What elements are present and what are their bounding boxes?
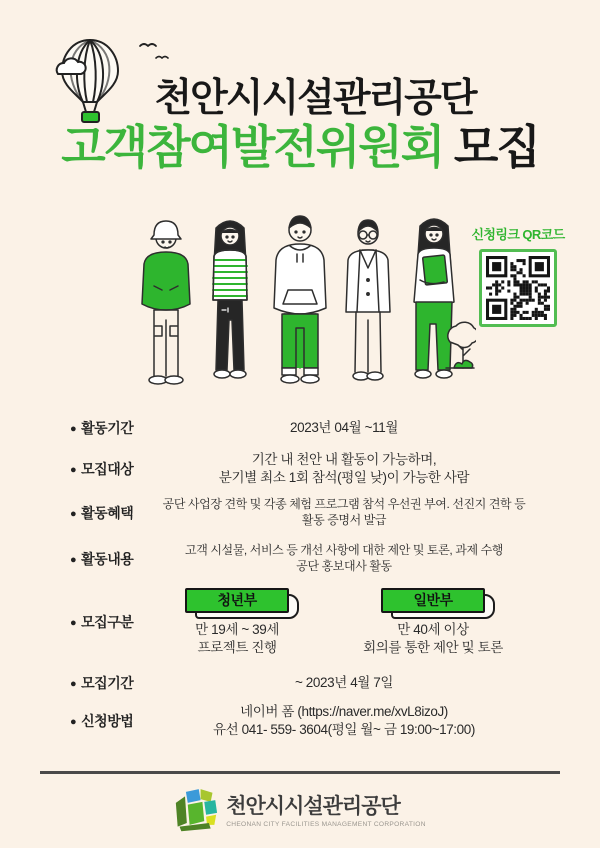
footer-logo — [0, 788, 600, 836]
row-target — [0, 451, 600, 487]
row-recruit-period — [0, 673, 600, 693]
bullet-icon: ● — [70, 715, 77, 728]
apply-phone-line: 유선 041- 559- 3604(평일 월~ 금 19:00~17:00) — [213, 721, 475, 737]
label-activity-period: ● 활동기간 — [70, 419, 134, 436]
title-committee-highlight: 고객참여발전위원회 — [61, 120, 444, 173]
target-line: 기간 내 천안 내 활동이 가능하며, — [251, 451, 437, 467]
row-activity-period — [0, 418, 600, 438]
label-apply-method: ● 신청방법 — [70, 712, 134, 729]
general-line: 만 40세 이상 — [397, 621, 469, 637]
person-suit-glasses — [346, 220, 390, 380]
contents-line: 고객 시설물, 서비스 등 개선 사항에 대한 제안 및 토론, 과제 수행 — [185, 543, 503, 558]
row-categories — [0, 588, 600, 657]
general-badge — [381, 588, 485, 613]
bullet-icon: ● — [70, 422, 77, 435]
value-apply-method — [158, 703, 530, 739]
bullet-icon: ● — [70, 617, 77, 630]
label-contents: ● 활동내용 — [70, 550, 134, 567]
contents-line: 공단 홍보대사 활동 — [296, 558, 392, 573]
bullet-icon: ● — [70, 678, 77, 691]
value-categories — [158, 588, 530, 657]
target-line: 분기별 최소 1회 참석(평일 낮)이 가능한 사람 — [218, 469, 470, 485]
row-contents — [0, 543, 600, 575]
youth-badge — [185, 588, 289, 613]
corporation-logo-text — [226, 796, 426, 827]
value-benefits — [158, 497, 530, 529]
value-contents — [158, 543, 530, 575]
label-recruit-period: ● 모집기간 — [70, 675, 134, 692]
label-benefits: ● 활동혜택 — [70, 505, 134, 522]
people-illustration — [124, 208, 476, 396]
title-main — [0, 121, 600, 174]
qr-code — [479, 249, 557, 327]
label-categories: ● 모집구분 — [70, 614, 134, 631]
youth-badge-label: 청년부 — [185, 588, 289, 613]
general-line: 회의를 통한 제안 및 토론 — [363, 639, 503, 655]
row-benefits — [0, 497, 600, 529]
label-target: ● 모집대상 — [70, 460, 134, 477]
corporation-name-english: CHEONAN CITY FACILITIES MANAGEMENT CORPORATION — [226, 820, 426, 828]
bullet-icon: ● — [70, 553, 77, 566]
youth-description — [185, 621, 289, 657]
youth-line: 프로젝트 진행 — [197, 639, 277, 655]
poster-header — [0, 0, 600, 174]
five-people-icon — [124, 208, 476, 396]
bullet-icon: ● — [70, 508, 77, 521]
value-recruit-period — [158, 674, 530, 692]
bullet-icon: ● — [70, 463, 77, 476]
youth-line: 만 19세 ~ 39세 — [195, 621, 280, 637]
qr-block — [458, 224, 578, 327]
corporation-logo-icon — [174, 788, 218, 836]
title-recruit-word: 모집 — [443, 120, 539, 173]
category-youth — [185, 588, 289, 657]
activity-period-line: 2023년 04월 ~11월 — [290, 419, 398, 435]
value-activity-period — [158, 419, 530, 437]
benefits-line: 공단 사업장 견학 및 각종 체험 프로그램 참석 우선권 부여. 선진지 견학 등 — [162, 497, 526, 512]
footer-divider — [40, 771, 560, 774]
category-general — [363, 588, 503, 657]
title-organization: 천안시시설관리공단 — [154, 77, 476, 120]
apply-naver-form-line: 네이버 폼 (https://naver.me/xvL8izoJ) — [240, 704, 448, 720]
person-hoodie — [274, 216, 326, 383]
qr-caption: 신청링크 QR코드 — [471, 227, 565, 242]
general-description — [363, 621, 503, 657]
value-target — [158, 451, 530, 487]
person-striped-shirt — [213, 221, 247, 378]
qr-code-icon — [486, 256, 550, 320]
corporation-name-korean: 천안시시설관리공단 — [226, 795, 400, 819]
row-apply-method — [0, 703, 600, 739]
benefits-line: 활동 증명서 발급 — [301, 513, 387, 528]
person-book-holder — [414, 219, 454, 378]
info-section — [0, 418, 600, 739]
person-green-sweater — [142, 221, 190, 384]
general-badge-label: 일반부 — [381, 588, 485, 613]
recruit-period-line: ~ 2023년 4월 7일 — [294, 675, 394, 691]
